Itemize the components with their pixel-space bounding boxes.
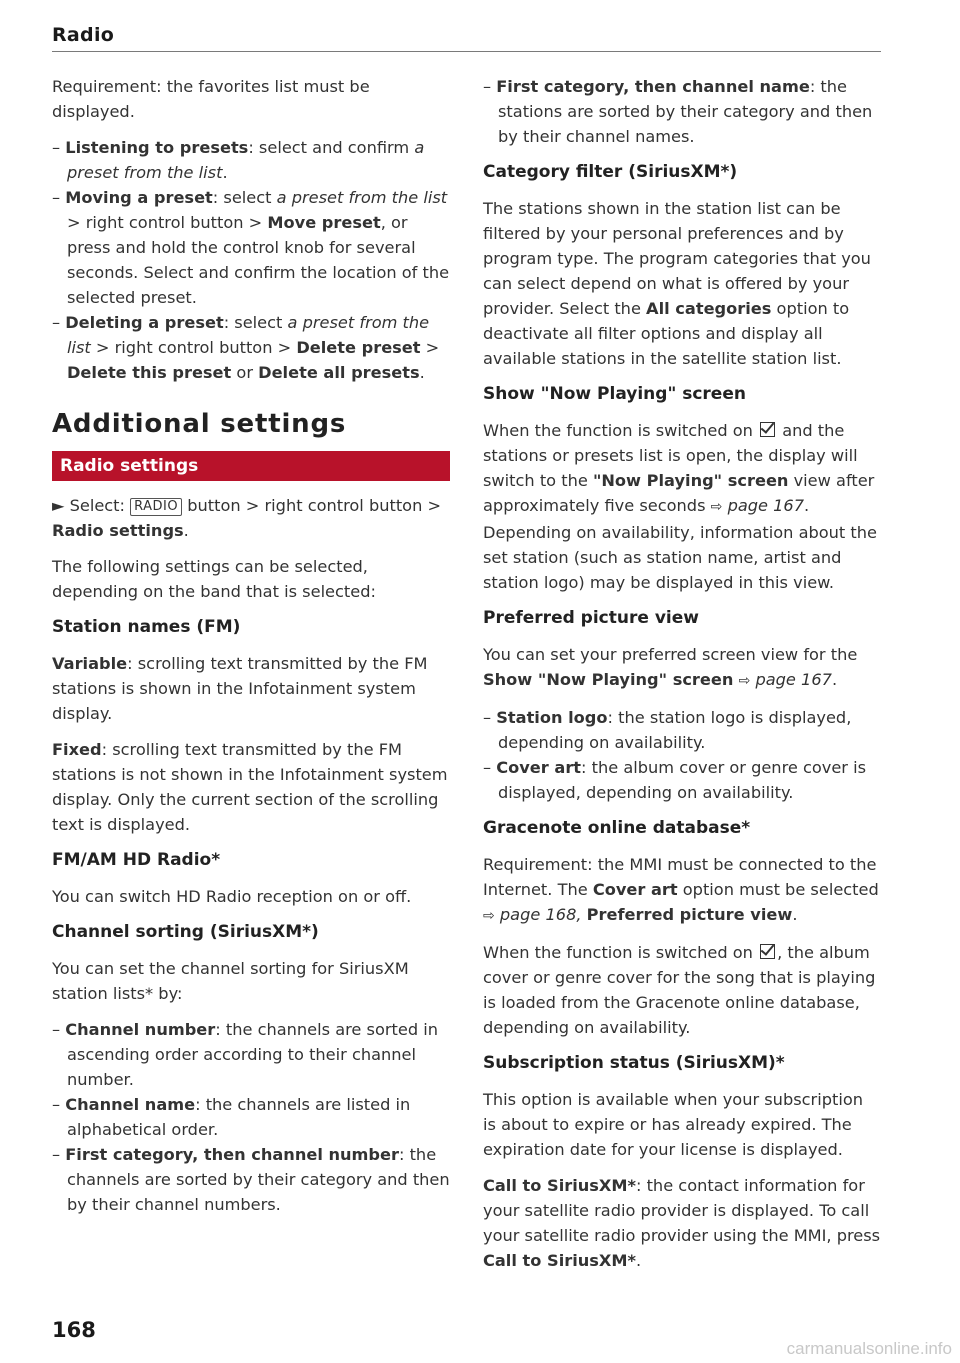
station-names-fixed: Fixed: scrolling text transmitted by the FM stations is not shown in the Infotainment system display. Only the current section of the scrolling text is displayed. [52, 740, 448, 834]
preset-item-deleting: – Deleting a preset: select a preset from the list > right control button > Delete preset > Delete this preset or Delete all presets. [52, 313, 440, 382]
right-column [483, 74, 881, 1284]
gracenote-function-text: When the function is switched on , the album cover or genre cover for the song that is playing is loaded from the Gracenote online database, depending on availability. [483, 943, 876, 1037]
heading-subscription-status: Subscription status (SiriusXM)* [483, 1053, 785, 1073]
now-playing-text: When the function is switched on and the stations or presets list is open, the display will switch to the "Now Playing" screen view after approximately five seconds ⇨ page 167. Depending on availability, information about the set station (such as station name, artist and station logo) may be displayed in this view. [483, 421, 877, 592]
channel-sorting-text: You can set the channel sorting for SiriusXM station lists* by: [52, 959, 409, 1003]
list-item: – Channel name: the channels are listed in alphabetical order. [52, 1095, 411, 1139]
list-item: – Station logo: the station logo is displayed, depending on availability. [483, 708, 852, 752]
heading-gracenote: Gracenote online database* [483, 818, 751, 838]
select-instruction: ► Select: RADIO button > right control button > Radio settings. [52, 496, 442, 540]
heading-category-filter: Category filter (SiriusXM*) [483, 162, 738, 182]
call-siriusxm-text: Call to SiriusXM*: the contact information for your satellite radio provider is displayed. To call your satellite radio provider using the MMI, press Call to SiriusXM*. [483, 1176, 881, 1270]
heading-station-names: Station names (FM) [52, 617, 241, 637]
page-link-arrow-icon: ⇨ [738, 673, 751, 689]
checkbox-checked-icon [760, 944, 775, 959]
heading-now-playing: Show "Now Playing" screen [483, 384, 746, 404]
preset-item-moving: – Moving a preset: select a preset from the list > right control button > Move preset, or press and hold the control knob for several seconds. Select and confirm the location of the selected preset. [52, 188, 450, 307]
heading-preferred-picture: Preferred picture view [483, 608, 699, 628]
subscription-text: This option is available when your subscription is about to expire or has already expired. The expiration date for your license is displayed. [483, 1090, 863, 1159]
radio-key-label: RADIO [130, 498, 182, 516]
page-link[interactable]: page 168, [499, 905, 582, 924]
page-link[interactable]: page 167 [727, 496, 805, 515]
intro-requirement: Requirement: the favorites list must be displayed. [52, 77, 370, 121]
checkbox-checked-icon [760, 422, 775, 437]
heading-hd-radio: FM/AM HD Radio* [52, 850, 221, 870]
list-item: – First category, then channel number: the channels are sorted by their category and then by their channel numbers. [52, 1145, 450, 1214]
gracenote-requirement: Requirement: the MMI must be connected to the Internet. The Cover art option must be selected ⇨ page 168, Preferred picture view. [483, 855, 879, 924]
preset-item-listening: – Listening to presets: select and confirm a preset from the list. [52, 138, 425, 182]
heading-channel-sorting: Channel sorting (SiriusXM*) [52, 922, 319, 942]
preferred-picture-text: You can set your preferred screen view for the Show "Now Playing" screen ⇨ page 167. [483, 645, 858, 689]
radio-settings-heading-bar: Radio settings [52, 451, 450, 481]
page-link[interactable]: page 167 [755, 670, 832, 689]
hd-radio-text: You can switch HD Radio reception on or off. [52, 887, 412, 906]
page-number: 168 [52, 1318, 96, 1342]
list-item: – First category, then channel name: the stations are sorted by their category and then by their channel names. [483, 77, 873, 146]
section-title-additional-settings: Additional settings [52, 409, 347, 439]
list-item: – Cover art: the album cover or genre cover is displayed, depending on availability. [483, 758, 867, 802]
header-divider [52, 51, 881, 52]
following-settings-text: The following settings can be selected, depending on the band that is selected: [52, 557, 376, 601]
station-names-variable: Variable: scrolling text transmitted by the FM stations is shown in the Infotainment system display. [52, 654, 428, 723]
left-column [52, 74, 450, 1217]
category-filter-text: The stations shown in the station list can be filtered by your personal preferences and by program type. The program categories that you can select depend on what is offered by your provider. Select the All categories option to deactivate all filter options and display all available stations in the satellite station list. [483, 199, 871, 368]
watermark: carmanualsonline.info [786, 1339, 952, 1358]
list-item: – Channel number: the channels are sorted in ascending order according to their channel number. [52, 1020, 439, 1089]
page-link-arrow-icon: ⇨ [710, 499, 723, 515]
page-header-title: Radio [52, 24, 115, 46]
page-link-arrow-icon: ⇨ [483, 908, 495, 924]
